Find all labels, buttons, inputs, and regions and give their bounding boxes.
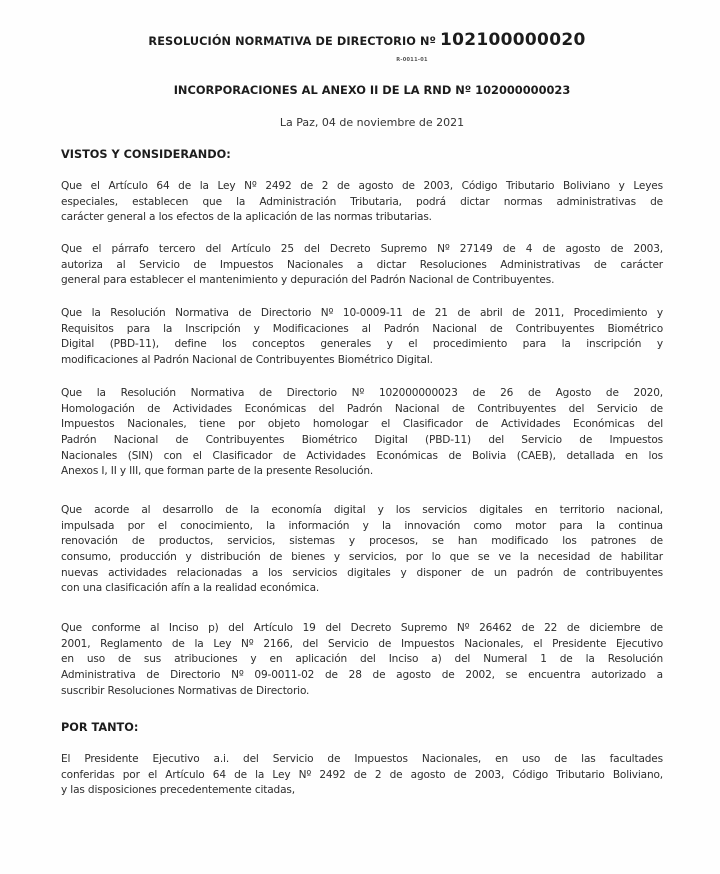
paragraph-line: modificaciones al Padrón Nacional de Contribuyentes Biométrico Digital.: [61, 354, 433, 367]
paragraph-line: general para establecer el mantenimiento y depuración del Padrón Nacional de Contribuyentes.: [61, 274, 555, 287]
paragraph-line: carácter general a los efectos de la aplicación de las normas tributarias.: [61, 211, 432, 224]
paragraph-line: en uso de sus atribuciones y en aplicación del Inciso a) del Numeral 1 de la Resolución: [61, 653, 663, 666]
paragraph-line: Que el párrafo tercero del Artículo 25 del Decreto Supremo Nº 27149 de 4 de agosto de 2003,: [61, 243, 663, 255]
paragraph-line: consumo, producción y distribución de bienes y servicios, por lo que se ve la necesidad de habilitar: [61, 551, 663, 564]
paragraph-line: Administrativa de Directorio Nº 09-0011-02 de 28 de agosto de 2002, se encuentra autorizado a: [61, 669, 663, 682]
paragraph: [61, 386, 663, 480]
paragraph-line: especiales, establecen que la Administración Tributaria, podrá dictar normas administrativas de: [61, 195, 663, 208]
document-subtitle: [0, 83, 720, 97]
document-date-text: La Paz, 04 de noviembre de 2021: [279, 116, 465, 129]
paragraph-line: conferidas por el Artículo 64 de la Ley Nº 2492 de 2 de agosto de 2003, Código Tributario Boliviano,: [61, 768, 663, 781]
paragraph-line: impulsada por el conocimiento, la información y la innovación como motor para la continua: [61, 519, 663, 532]
paragraph-line: renovación de productos, servicios, sistemas y procesos, se han modificado los patrones de: [61, 535, 663, 548]
paragraph-line: El Presidente Ejecutivo a.i. del Servicio de Impuestos Nacionales, en uso de las facultades: [61, 753, 663, 765]
section-heading-vistos: VISTOS Y CONSIDERANDO:: [61, 148, 231, 161]
paragraph: [61, 503, 663, 597]
paragraph-line: Digital (PBD-11), define los conceptos generales y el procedimiento para la inscripción y: [61, 338, 663, 351]
resolution-number: 102100000020: [440, 30, 586, 50]
paragraph: [61, 179, 663, 226]
paragraph-line: con una clasificación afín a la realidad económica.: [61, 582, 320, 595]
paragraph-line: Que la Resolución Normativa de Directorio Nº 10-0009-11 de 21 de abril de 2011, Procedimiento y: [61, 307, 663, 319]
paragraph: [61, 621, 663, 699]
paragraph-line: Que la Resolución Normativa de Directorio Nº 102000000023 de 26 de Agosto de 2020,: [61, 387, 663, 399]
paragraph-line: Nacionales (SIN) con el Clasificador de Actividades Económicas de Bolivia (CAEB), detallada en los: [61, 449, 663, 462]
paragraph-line: suscribir Resoluciones Normativas de Directorio.: [61, 684, 310, 697]
resolution-title: [0, 30, 720, 50]
resolution-title-prefix: RESOLUCIÓN NORMATIVA DE DIRECTORIO Nº: [148, 35, 437, 48]
paragraph-line: Que acorde al desarrollo de la economía digital y los servicios digitales en territorio nacional,: [61, 504, 663, 516]
paragraph-line: Requisitos para la Inscripción y Modificaciones al Padrón Nacional de Contribuyentes Biométrico: [61, 322, 663, 335]
form-code: [0, 57, 720, 63]
paragraph-line: Que el Artículo 64 de la Ley Nº 2492 de 2 de agosto de 2003, Código Tributario Boliviano y Leyes: [61, 180, 663, 192]
paragraph-line: 2001, Reglamento de la Ley Nº 2166, del Servicio de Impuestos Nacionales, el Presidente Ejecutivo: [61, 637, 663, 650]
paragraph-line: nuevas actividades relacionadas a los servicios digitales y disponer de un padrón de contribuyentes: [61, 566, 663, 579]
paragraph-line: Impuestos Nacionales, tiene por objeto homologar el Clasificador de Actividades Económicas del: [61, 418, 663, 431]
paragraph-line: y las disposiciones precedentemente citadas,: [61, 784, 295, 797]
paragraph-line: Padrón Nacional de Contribuyentes Biométrico Digital (PBD-11) del Servicio de Impuestos: [61, 434, 663, 447]
paragraph-line: Homologación de Actividades Económicas del Padrón Nacional de Contribuyentes del Servicio de: [61, 402, 663, 415]
form-code-text: R-0011-01: [396, 57, 428, 63]
paragraph-line: autoriza al Servicio de Impuestos Nacionales a dictar Resoluciones Administrativas de carácter: [61, 258, 663, 271]
section-heading-por-tanto: POR TANTO:: [61, 721, 139, 734]
paragraph-line: Anexos I, II y III, que forman parte de la presente Resolución.: [61, 465, 374, 478]
document-date: [0, 116, 720, 129]
paragraph-line: Que conforme al Inciso p) del Artículo 19 del Decreto Supremo Nº 26462 de 22 de diciembre de: [61, 622, 663, 634]
document-subtitle-text: INCORPORACIONES AL ANEXO II DE LA RND Nº 102000000023: [173, 83, 571, 97]
paragraph: [61, 306, 663, 369]
paragraph: [61, 752, 663, 799]
resolution-title-inner: [148, 30, 585, 50]
paragraph: [61, 242, 663, 289]
